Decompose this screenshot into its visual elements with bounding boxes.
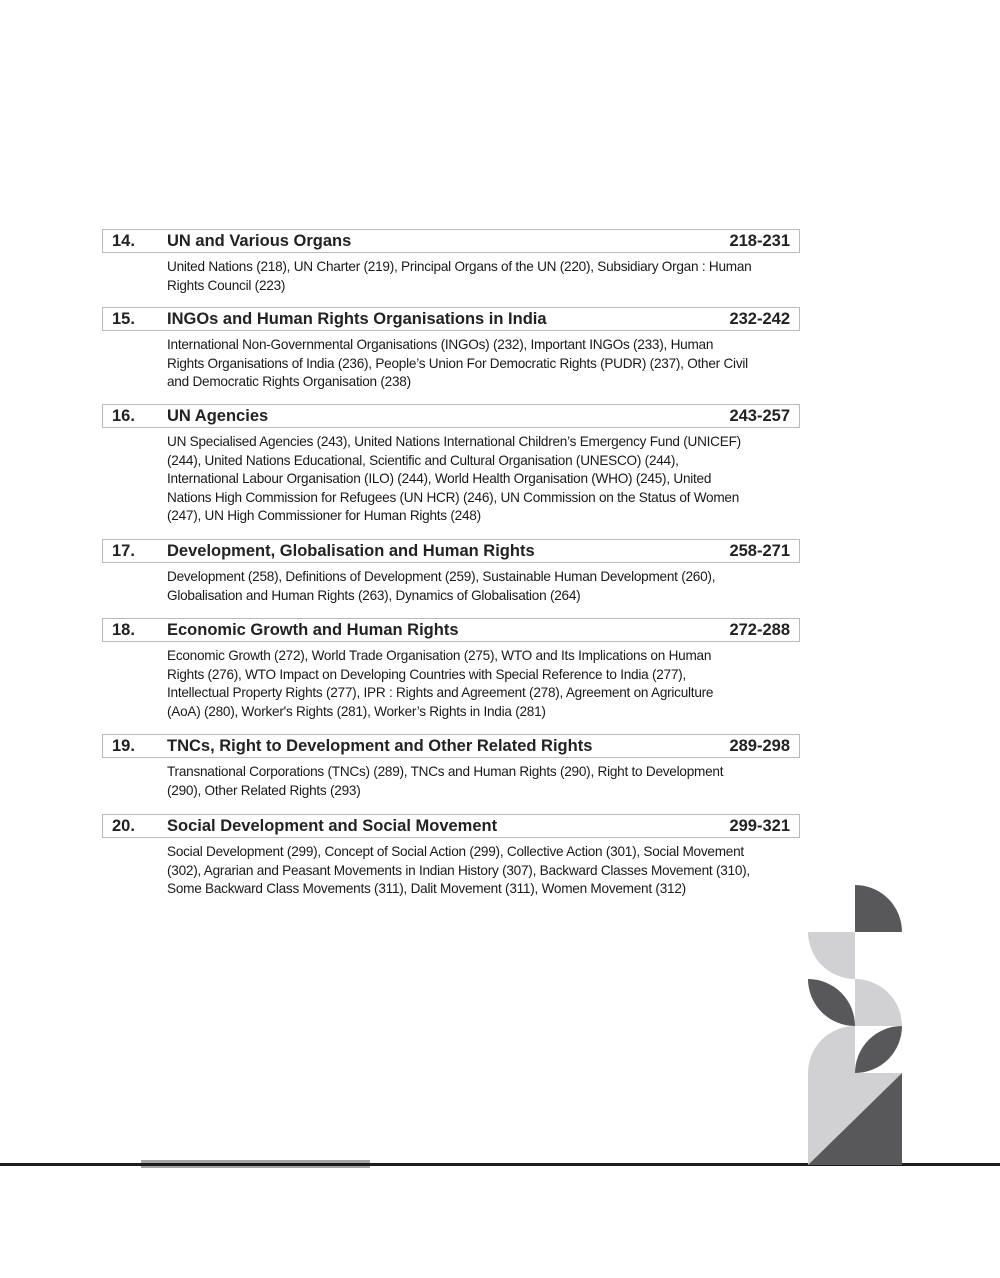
topic-line: United Nations (218), UN Charter (219), Principal Organs of the UN (220), Subsidiary Organ : Human [167, 259, 752, 274]
chapter-title: Development, Globalisation and Human Rights [167, 541, 535, 560]
chapter-topics [167, 763, 800, 800]
topic-line: (244), United Nations Educational, Scientific and Cultural Organisation (UNESCO) (244), [167, 452, 679, 468]
topic-line: (302), Agrarian and Peasant Movements in Indian History (307), Backward Classes Movement (310), [167, 862, 750, 878]
topic-line: Economic Growth (272), World Trade Organisation (275), WTO and Its Implications on Human [167, 648, 712, 663]
chapter-title: UN and Various Organs [167, 231, 352, 250]
topic-line: Development (258), Definitions of Development (259), Sustainable Human Development (260), [167, 569, 716, 584]
chapter-title: Economic Growth and Human Rights [167, 620, 459, 639]
chapter-number: 19. [112, 736, 135, 755]
chapter-header [102, 229, 800, 253]
topic-line: Intellectual Property Rights (277), IPR : Rights and Agreement (278), Agreement on Agriculture [167, 685, 714, 701]
topic-line: International Non-Governmental Organisations (INGOs) (232), Important INGOs (233), Human [167, 337, 714, 352]
chapter-entry [102, 734, 800, 800]
chapter-pages: 218-231 [729, 231, 790, 250]
chapter-title: Social Development and Social Movement [167, 816, 498, 835]
topic-line: Rights (276), WTO Impact on Developing Countries with Special Reference to India (277), [167, 666, 686, 682]
topic-line: Transnational Corporations (TNCs) (289), TNCs and Human Rights (290), Right to Development [167, 764, 724, 779]
chapter-number: 16. [112, 406, 135, 425]
chapter-pages: 232-242 [729, 309, 790, 328]
chapter-topics [167, 568, 800, 605]
chapter-topics [167, 258, 800, 295]
chapter-topics [167, 433, 800, 526]
chapter-header [102, 814, 800, 838]
chapter-entry [102, 814, 800, 899]
chapter-entry [102, 307, 800, 392]
chapter-header [102, 404, 800, 428]
chapter-pages: 272-288 [729, 620, 790, 639]
chapter-title: UN Agencies [167, 406, 269, 425]
chapter-entry [102, 539, 800, 605]
topic-line: (290), Other Related Rights (293) [167, 782, 361, 798]
chapter-title: TNCs, Right to Development and Other Related Rights [167, 736, 593, 755]
topic-line: Some Backward Class Movements (311), Dalit Movement (311), Women Movement (312) [167, 881, 686, 897]
chapter-number: 20. [112, 816, 135, 835]
topic-line: Rights Organisations of India (236), People’s Union For Democratic Rights (PUDR) (237), Other Civil [167, 355, 748, 371]
topic-line: Rights Council (223) [167, 277, 286, 293]
chapter-header [102, 307, 800, 331]
chapter-topics [167, 336, 800, 392]
chapter-number: 14. [112, 231, 135, 250]
topic-line: Nations High Commission for Refugees (UN HCR) (246), UN Commission on the Status of Women [167, 489, 740, 505]
decorative-geometric-shapes-icon [808, 885, 902, 1165]
chapter-header [102, 734, 800, 758]
chapter-entry [102, 229, 800, 295]
chapter-header [102, 618, 800, 642]
chapter-entry [102, 404, 800, 526]
chapter-topics [167, 843, 800, 899]
chapter-pages: 258-271 [729, 541, 790, 560]
chapter-pages: 243-257 [729, 406, 790, 425]
topic-line: (AoA) (280), Worker's Rights (281), Worker’s Rights in India (281) [167, 703, 546, 719]
chapter-number: 17. [112, 541, 135, 560]
chapter-pages: 299-321 [729, 816, 790, 835]
chapter-title: INGOs and Human Rights Organisations in India [167, 309, 547, 328]
chapter-number: 15. [112, 309, 135, 328]
topic-line: Social Development (299), Concept of Social Action (299), Collective Action (301), Social Movement [167, 844, 744, 859]
topic-line: (247), UN High Commissioner for Human Rights (248) [167, 508, 481, 524]
chapter-pages: 289-298 [729, 736, 790, 755]
topic-line: and Democratic Rights Organisation (238) [167, 374, 411, 390]
chapter-entry [102, 618, 800, 721]
topic-line: UN Specialised Agencies (243), United Nations International Children’s Emergency Fund (UNICEF) [167, 434, 741, 449]
chapter-header [102, 539, 800, 563]
topic-line: International Labour Organisation (ILO) (244), World Health Organisation (WHO) (245), United [167, 471, 712, 487]
chapter-number: 18. [112, 620, 135, 639]
chapter-topics [167, 647, 800, 721]
topic-line: Globalisation and Human Rights (263), Dynamics of Globalisation (264) [167, 587, 581, 603]
